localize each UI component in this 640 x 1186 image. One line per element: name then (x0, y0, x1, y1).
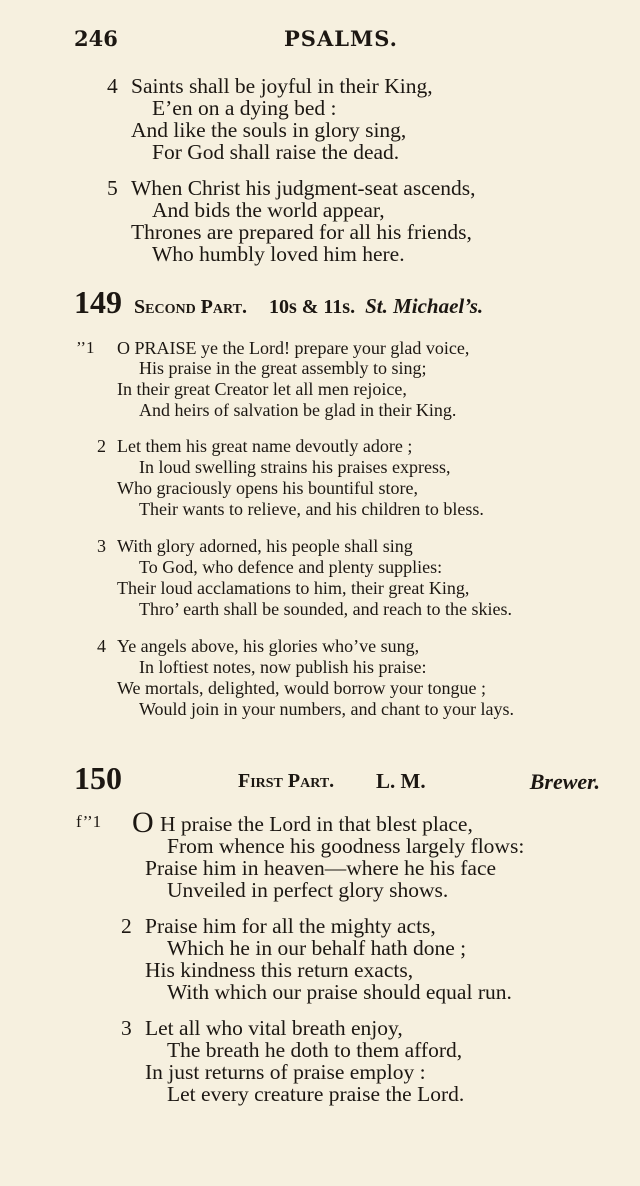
verse-line: From whence his goodness largely flows: (167, 834, 525, 858)
hymn-tune: St. Michael’s. (365, 294, 484, 318)
verse-line: His kindness this return exacts, (145, 958, 414, 982)
page-header (74, 26, 612, 56)
hymn-number: 149 (74, 284, 122, 320)
running-head: PSALMS. (284, 26, 398, 51)
verse-line: Praise him for all the mighty acts, (145, 914, 436, 938)
verse-line: E’en on a dying bed : (152, 96, 337, 120)
verse-line: Who humbly loved him here. (152, 242, 405, 266)
verse-line: Would join in your numbers, and chant to your lays. (139, 699, 514, 719)
hymn-meter: 10s & 11s. (268, 296, 356, 318)
verse-line: O PRAISE ye the Lord! prepare your glad voice, (117, 338, 470, 358)
verse-line: In loud swelling strains his praises express, (139, 457, 451, 477)
verse-line: In loftiest notes, now publish his praise: (139, 657, 427, 677)
music-marker: f’’1 (76, 812, 102, 831)
verse-line: Let every creature praise the Lord. (167, 1082, 465, 1106)
verse-line: In just returns of praise employ : (145, 1060, 426, 1084)
stanza-number: 2 (97, 436, 106, 456)
verse-line: Ye angels above, his glories who’ve sung, (117, 636, 420, 656)
verse-line: Unveiled in perfect glory shows. (167, 878, 449, 902)
verse-line: Their loud acclamations to him, their great King, (117, 578, 470, 598)
verse-line: His praise in the great assembly to sing; (139, 358, 427, 378)
verse-line: Praise him in heaven—where he his face (145, 856, 497, 880)
stanza-number: 3 (121, 1016, 132, 1040)
verse-line: When Christ his judgment-seat ascends, (131, 176, 476, 200)
hymn-part: Second Part. (134, 296, 247, 318)
verse-line: Their wants to relieve, and his children to bless. (139, 499, 484, 519)
verse-line: Thrones are prepared for all his friends, (131, 220, 472, 244)
verse-line: And bids the world appear, (152, 198, 385, 222)
verse-line: And heirs of salvation be glad in their King. (139, 400, 457, 420)
page-number: 246 (74, 26, 118, 51)
verse-line: With which our praise should equal run. (167, 980, 512, 1004)
hymn-tune: Brewer. (529, 769, 600, 794)
verse-line: H praise the Lord in that blest place, (160, 812, 473, 836)
verse-line: Who graciously opens his bountiful store, (117, 478, 418, 498)
verse-line: Let them his great name devoutly adore ; (117, 436, 413, 456)
verse-line: To God, who defence and plenty supplies: (139, 557, 443, 577)
hymn-149-heading (74, 284, 483, 321)
verse-line: Thro’ earth shall be sounded, and reach to the skies. (139, 599, 513, 619)
verse-line: With glory adorned, his people shall sing (117, 536, 413, 556)
verse-line: In their great Creator let all men rejoice, (117, 379, 407, 399)
verse-line: The breath he doth to them afford, (167, 1038, 463, 1062)
drop-cap: O (132, 806, 154, 839)
verse-line: Which he in our behalf hath done ; (167, 936, 467, 960)
stanza-number: 4 (97, 636, 106, 656)
verse-line: We mortals, delighted, would borrow your tongue ; (117, 678, 486, 698)
hymn-meter: L. M. (376, 769, 426, 793)
stanza-number: 3 (97, 536, 106, 556)
hymn-part: First Part. (238, 770, 335, 792)
stanza-number: 2 (121, 914, 132, 938)
verse-line: Saints shall be joyful in their King, (131, 74, 433, 98)
verse-line: And like the souls in glory sing, (131, 118, 407, 142)
verse-line: For God shall raise the dead. (152, 140, 400, 164)
stanza-number: 5 (107, 176, 118, 200)
hymn-150-heading (74, 760, 600, 800)
hymn-number: 150 (74, 760, 122, 796)
music-marker: ’’1 (76, 338, 95, 357)
verse-line: Let all who vital breath enjoy, (145, 1016, 403, 1040)
stanza-number: 4 (107, 74, 118, 98)
